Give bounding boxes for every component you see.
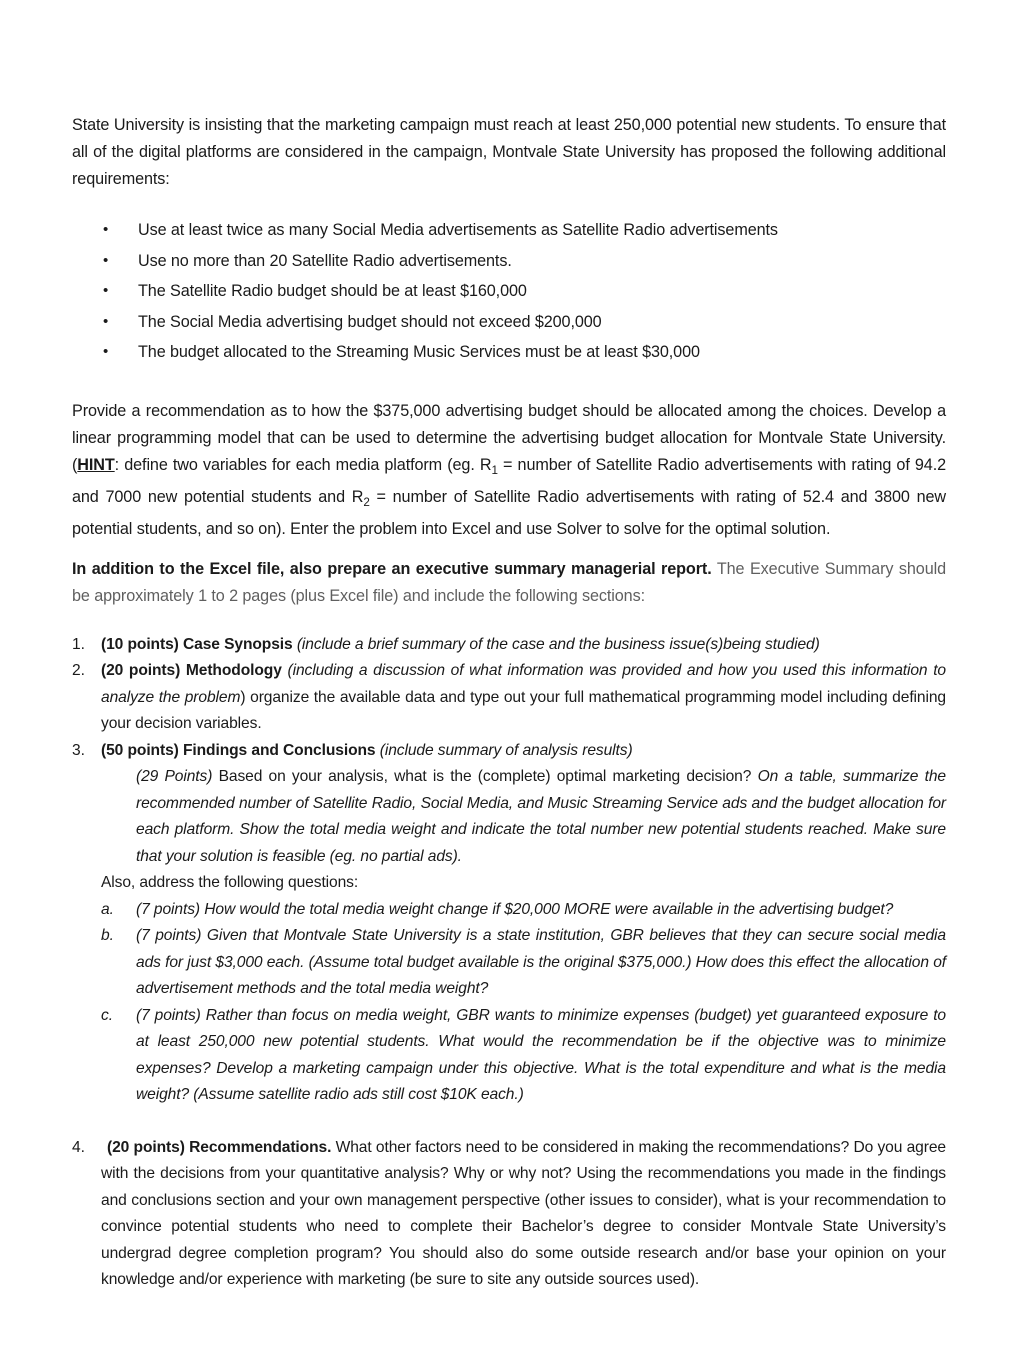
executive-summary-gray-text: The Executive Summary should be approximately 1 to 2 pages (plus Excel file) and include the following sections: [72, 559, 946, 605]
recommendations-body [101, 1139, 946, 1289]
section-item-case-synopsis [72, 632, 946, 659]
list-item-label: Use no more than 20 Satellite Radio advertisements. [138, 251, 512, 270]
spacer [72, 193, 946, 215]
question-item-c [101, 1003, 946, 1109]
list-marker: 2. [72, 662, 85, 680]
recommendation-text-part1: Provide a recommendation as to how the $375,000 advertising budget should be allocated among the choices. Develop a linear programming model that can be used to determine the advertising budget allocation for Montvale State University. ( [72, 401, 946, 474]
bullet-icon: • [103, 312, 109, 330]
list-item-label: Use at least twice as many Social Media advertisements as Satellite Radio advertisements [138, 221, 778, 239]
section-title-plain: ) organize the available data and type out your full mathematical programming model including defining your decision variables. [101, 688, 946, 733]
findings-italic-rest: On a table, summarize the recommended number of Satellite Radio, Social Media, and Music Streaming Service ads and the budget allocation for each platform. Show the total media weight and indicate the total number new potential students reached. Make sure that your solution is feasible (eg. no partial ads). [136, 768, 946, 865]
list-item [72, 337, 946, 368]
also-address-line: Also, address the following questions: [101, 874, 359, 892]
section-title-plain: What other factors need to be considered in making the recommendations? Do you agree with the decisions from your quantitative analysis? Why or why not? Using the recommendations you made in the findings and conclusions section and your own management perspective (other issues to consider), what is your recommendation to convince potential students who need to complete their Bachelor’s degree to consider Montvale State University’s undergrad degree completion program? You should also do some outside research and/or base your opinion on your knowledge and/or experience with marketing (be sure to site any outside sources used). [101, 1138, 946, 1289]
list-item [72, 246, 946, 277]
list-marker: c. [101, 1006, 113, 1024]
section-title-italic: (include summary of analysis results) [375, 741, 633, 759]
section-title-bold: (50 points) Findings and Conclusions [101, 741, 376, 759]
question-item-a [101, 897, 946, 924]
executive-summary-paragraph [72, 556, 946, 610]
list-item-label: The Social Media advertising budget should not exceed $200,000 [138, 312, 602, 331]
section-title-italic: (including a discussion of what information was provided and how you used this information to analyze the problem [101, 662, 946, 706]
requirements-bullet-list [72, 215, 946, 368]
recommendation-text-part4: = number of Satellite Radio advertisements with rating of 52.4 and 3800 new potential students, and so on). Enter the problem into Excel and use Solver to solve for the optimal solution. [72, 487, 946, 538]
list-item [72, 276, 946, 307]
question-item-b [101, 923, 946, 1003]
section-item-findings-conclusions [72, 738, 946, 1109]
bullet-icon: • [103, 251, 109, 269]
section-item-recommendations [72, 1135, 946, 1294]
executive-summary-bold-text: In addition to the Excel file, also prepare an executive summary managerial report. [72, 559, 712, 578]
spacer [72, 368, 946, 398]
spacer [72, 610, 946, 632]
list-marker: 4. [72, 1138, 85, 1156]
variable-subscript-1: 1 [491, 463, 498, 477]
findings-detail-block [136, 764, 946, 870]
questions-abc-list [101, 897, 946, 1109]
list-marker: 1. [72, 635, 85, 653]
section-item-methodology [72, 658, 946, 738]
list-item [72, 307, 946, 338]
spacer [72, 543, 946, 556]
hint-label: HINT [77, 455, 115, 474]
bullet-icon: • [103, 282, 109, 299]
list-item-label: The Satellite Radio budget should be at least $160,000 [138, 282, 527, 300]
recommendation-paragraph [72, 398, 946, 543]
question-text: (7 points) Rather than focus on media weight, GBR wants to minimize expenses (budget) yet guaranteed exposure to at least 250,000 new potential students. What would the recommendation be if the objective was to minimize expenses? Develop a marketing campaign under this objective. What is the total expenditure and what is the media weight? (Assume satellite radio ads still cost $10K each.) [136, 1006, 946, 1104]
recommendation-text-part3: = number of Satellite Radio advertisements with rating of 94.2 and 7000 new potential students and R [72, 455, 947, 506]
section-title-bold: (20 points) Recommendations. [107, 1138, 332, 1156]
recommendation-text-part2: : define two variables for each media platform (eg. R [114, 455, 492, 474]
bullet-icon: • [103, 343, 109, 360]
list-item [72, 215, 946, 246]
list-marker: 3. [72, 741, 85, 759]
bullet-icon: • [103, 221, 109, 238]
intro-paragraph: State University is insisting that the marketing campaign must reach at least 250,000 potential new students. To ensure that all of the digital platforms are considered in the campaign, Montvale State University has proposed the following additional requirements: [72, 116, 946, 188]
list-marker: a. [101, 900, 114, 918]
list-item-label: The budget allocated to the Streaming Music Services must be at least $30,000 [138, 343, 700, 361]
findings-points-label: (29 Points) [136, 768, 213, 786]
list-marker: b. [101, 927, 114, 945]
question-text: (7 points) How would the total media weight change if $20,000 MORE were available in the advertising budget? [136, 900, 894, 918]
findings-plain-lead: Based on your analysis, what is the (complete) optimal marketing decision? [212, 768, 758, 786]
document-body [72, 112, 946, 1294]
section-title-bold: (10 points) Case Synopsis [101, 635, 293, 653]
question-text: (7 points) Given that Montvale State University is a state institution, GBR believes that they can secure social media ads for just $3,000 each. (Assume total budget available is the original $375,000.) How does this effect the allocation of advertisement methods and the total media weight? [136, 927, 946, 998]
sections-numbered-list [72, 632, 946, 1294]
variable-subscript-2: 2 [363, 495, 370, 509]
section-title-italic: (include a brief summary of the case and the business issue(s)being studied) [292, 635, 820, 653]
section-title-bold: (20 points) Methodology [101, 662, 282, 680]
